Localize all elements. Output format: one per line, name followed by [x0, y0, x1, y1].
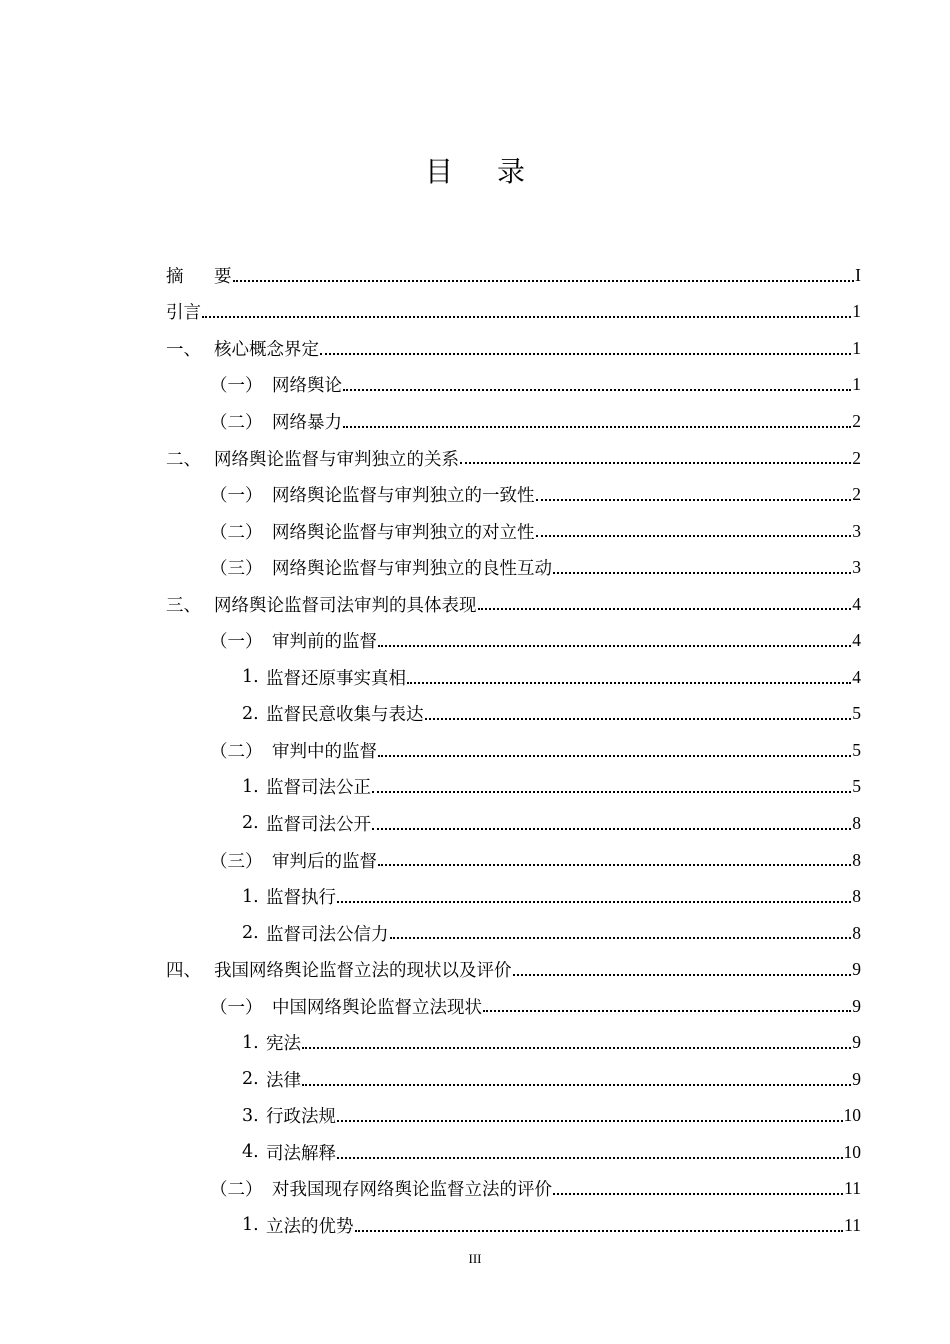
toc-entry[interactable]: [166, 586, 861, 623]
toc-dot-leader: [233, 279, 855, 282]
toc-dot-leader: [478, 607, 852, 610]
toc-dot-leader: [343, 388, 851, 391]
toc-dot-leader: [337, 900, 851, 903]
toc-entry-label: 对我国现存网络舆论监督立法的评价: [272, 1180, 552, 1201]
toc-entry-label: 监督司法公信力: [266, 924, 389, 945]
toc-entry[interactable]: [166, 805, 861, 842]
toc-entry-label: 监督司法公开: [266, 814, 371, 835]
toc-entry-page-number: 8: [852, 849, 861, 870]
toc-entry-label: 网络暴力: [272, 412, 342, 433]
toc-entry-page-number: 1: [852, 301, 861, 322]
toc-entry[interactable]: [166, 549, 861, 586]
toc-entry-page-number: 2: [852, 410, 861, 431]
toc-dot-leader: [378, 754, 851, 757]
toc-entry-label: 网络舆论监督司法审判的具体表现: [214, 595, 477, 616]
toc-entry-label: 监督执行: [266, 888, 336, 909]
toc-entry-page-number: 9: [852, 959, 861, 980]
toc-entry-page-number: 2: [852, 484, 861, 505]
toc-entry-page-number: 3: [852, 520, 861, 541]
toc-entry[interactable]: [166, 330, 861, 367]
toc-entry[interactable]: [166, 476, 861, 513]
toc-entry-number: （一）: [210, 376, 263, 397]
toc-entry-number: 4.: [242, 1142, 259, 1163]
toc-entry-page-number: 8: [852, 886, 861, 907]
toc-entry[interactable]: [166, 915, 861, 952]
toc-dot-leader: [483, 1009, 851, 1012]
toc-entry-page-number: 9: [852, 1032, 861, 1053]
toc-entry-label: 引言: [166, 303, 201, 324]
toc-entry-label: 监督还原事实真相: [266, 668, 406, 689]
toc-entry-number: 1.: [242, 667, 259, 688]
toc-entry-label: 审判后的监督: [272, 851, 377, 872]
toc-entry-label: 行政法规: [266, 1107, 336, 1128]
toc-entry-number: 2.: [242, 923, 259, 944]
toc-entry-page-number: 5: [852, 703, 861, 724]
toc-entry[interactable]: [166, 1098, 861, 1135]
toc-entry-page-number: 1: [852, 374, 861, 395]
toc-entry[interactable]: [166, 951, 861, 988]
page-title-char: 目: [424, 155, 453, 188]
toc-entry[interactable]: [166, 440, 861, 477]
toc-entry-number: （一）: [210, 997, 263, 1018]
toc-entry-label: 监督民意收集与表达: [266, 705, 424, 726]
toc-dot-leader: [407, 681, 851, 684]
toc-entry[interactable]: [166, 294, 861, 331]
toc-entry-number: 2.: [242, 703, 259, 724]
toc-entry-number: （二）: [210, 412, 263, 433]
toc-entry[interactable]: [166, 1134, 861, 1171]
toc-entry-number: （三）: [210, 851, 263, 872]
toc-dot-leader: [378, 644, 851, 647]
toc-dot-leader: [355, 1229, 844, 1232]
toc-entry-page-number: 4: [852, 593, 861, 614]
page-title: [0, 150, 950, 190]
toc-entry-number: （一）: [210, 486, 263, 507]
toc-entry[interactable]: [166, 659, 861, 696]
toc-entry[interactable]: [166, 403, 861, 440]
toc-dot-leader: [343, 425, 851, 428]
toc-entry[interactable]: [166, 1024, 861, 1061]
toc-entry-number: 1.: [242, 886, 259, 907]
toc-entry-number: 四、: [166, 961, 201, 982]
toc-entry-label: 中国网络舆论监督立法现状: [272, 997, 482, 1018]
toc-dot-leader: [337, 1119, 843, 1122]
toc-entry-label: 我国网络舆论监督立法的现状以及评价: [214, 961, 512, 982]
toc-entry[interactable]: [166, 367, 861, 404]
toc-entry[interactable]: [166, 257, 861, 294]
toc-dot-leader: [202, 315, 851, 318]
toc-entry-number: 1.: [242, 1032, 259, 1053]
toc-entry-label: 网络舆论: [272, 376, 342, 397]
toc-dot-leader: [372, 790, 851, 793]
toc-entry-number: 2.: [242, 813, 259, 834]
toc-entry-page-number: 5: [852, 776, 861, 797]
toc-entry-label: 宪法: [266, 1034, 301, 1055]
page-title-char: 录: [497, 155, 526, 188]
toc-entry-page-number: 10: [843, 1141, 861, 1162]
toc-entry-label: 审判中的监督: [272, 741, 377, 762]
toc-entry-number: 1.: [242, 776, 259, 797]
toc-entry-page-number: 9: [852, 995, 861, 1016]
toc-entry-page-number: 3: [852, 557, 861, 578]
toc-dot-leader: [372, 827, 851, 830]
toc-entry-page-number: 11: [844, 1178, 861, 1199]
toc-dot-leader: [390, 936, 852, 939]
toc-entry-label: 司法解释: [266, 1143, 336, 1164]
toc-entry-page-number: 8: [852, 812, 861, 833]
toc-entry-page-number: 4: [852, 666, 861, 687]
toc-entry-number: （一）: [210, 632, 263, 653]
toc-entry-label: 网络舆论监督与审判独立的关系: [214, 449, 459, 470]
toc-entry[interactable]: [166, 732, 861, 769]
toc-entry-page-number: 5: [852, 739, 861, 760]
toc-dot-leader: [378, 863, 851, 866]
toc-entry-number: 摘: [166, 266, 184, 287]
toc-entry-page-number: 11: [844, 1214, 861, 1235]
toc-dot-leader: [536, 498, 852, 501]
toc-entry-number: 三、: [166, 595, 201, 616]
toc-dot-leader: [553, 571, 851, 574]
toc-entry-page-number: 9: [852, 1068, 861, 1089]
toc-entry-number: 2.: [242, 1069, 259, 1090]
toc-entry[interactable]: [166, 769, 861, 806]
toc-dot-leader: [320, 352, 851, 355]
toc-entry[interactable]: [166, 1207, 861, 1244]
toc-entry-label: 网络舆论监督与审判独立的对立性: [272, 522, 535, 543]
toc-entry-page-number: 4: [852, 630, 861, 651]
toc-entry-label: 监督司法公正: [266, 778, 371, 799]
toc-entry-number: 3.: [242, 1105, 259, 1126]
toc-dot-leader: [536, 534, 852, 537]
toc-entry-label: 审判前的监督: [272, 632, 377, 653]
toc-entry[interactable]: [166, 1171, 861, 1208]
toc-entry-number: （二）: [210, 741, 263, 762]
toc-entry-number: 一、: [166, 339, 201, 360]
toc-entry[interactable]: [166, 513, 861, 550]
toc-entry-page-number: 1: [852, 337, 861, 358]
toc-entry-page-number: 10: [843, 1105, 861, 1126]
toc-dot-leader: [460, 461, 851, 464]
toc-entry-page-number: 2: [852, 447, 861, 468]
toc-entry-number: （三）: [210, 559, 263, 580]
toc-entry[interactable]: [166, 842, 861, 879]
toc-entry-number: 1.: [242, 1215, 259, 1236]
toc-dot-leader: [302, 1046, 851, 1049]
toc-entry-number: （二）: [210, 1180, 263, 1201]
page-number-footer: III: [468, 1251, 482, 1266]
toc-dot-leader: [337, 1156, 843, 1159]
toc-entry-page-number: 8: [852, 922, 861, 943]
toc-dot-leader: [425, 717, 852, 720]
toc-entry[interactable]: [166, 988, 861, 1025]
toc-entry[interactable]: [166, 878, 861, 915]
toc-dot-leader: [513, 973, 852, 976]
toc-dot-leader: [302, 1083, 851, 1086]
toc-entry-label: 网络舆论监督与审判独立的一致性: [272, 486, 535, 507]
toc-entry-number: （二）: [210, 522, 263, 543]
toc-entry-label: 要: [214, 266, 232, 287]
toc-entry-label: 立法的优势: [266, 1216, 354, 1237]
toc-entry-label: 网络舆论监督与审判独立的良性互动: [272, 559, 552, 580]
table-of-contents: [166, 257, 861, 1244]
toc-entry[interactable]: [166, 696, 861, 733]
toc-dot-leader: [553, 1192, 843, 1195]
toc-entry-label: 核心概念界定: [214, 339, 319, 360]
toc-entry-page-number: I: [855, 264, 861, 285]
toc-entry-label: 法律: [266, 1070, 301, 1091]
toc-entry[interactable]: [166, 622, 861, 659]
toc-entry-number: 二、: [166, 449, 201, 470]
toc-entry[interactable]: [166, 1061, 861, 1098]
